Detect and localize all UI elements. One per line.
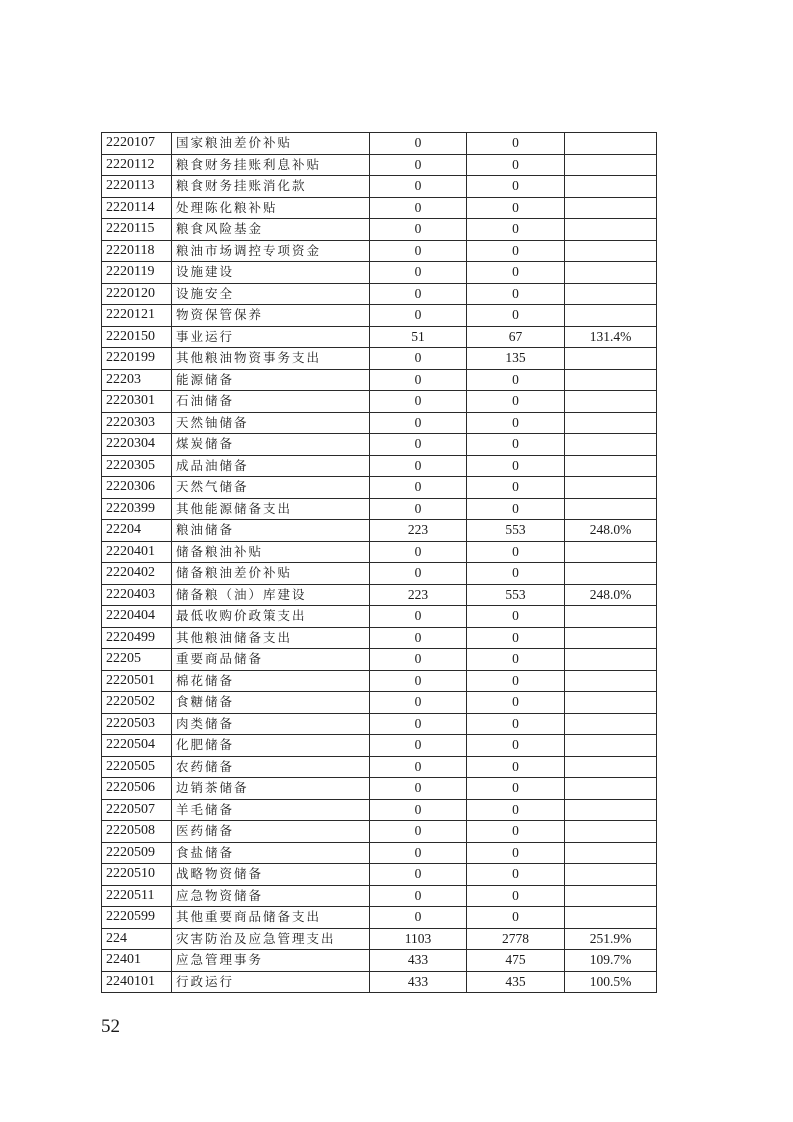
percentage-cell: 251.9% <box>565 928 657 950</box>
table-row <box>102 971 657 993</box>
budget-value-cell: 0 <box>370 498 467 520</box>
budget-value-cell: 0 <box>370 455 467 477</box>
account-name-cell: 粮食风险基金 <box>172 219 370 241</box>
table-row <box>102 477 657 499</box>
account-code-cell: 2220505 <box>102 756 172 778</box>
account-name-cell: 棉花储备 <box>172 670 370 692</box>
table-row <box>102 563 657 585</box>
table-row <box>102 928 657 950</box>
table-row <box>102 692 657 714</box>
account-name-cell: 肉类储备 <box>172 713 370 735</box>
actual-value-cell: 0 <box>467 197 565 219</box>
actual-value-cell: 475 <box>467 950 565 972</box>
account-code-cell: 2220120 <box>102 283 172 305</box>
table-row <box>102 606 657 628</box>
account-code-cell: 2220303 <box>102 412 172 434</box>
actual-value-cell: 0 <box>467 154 565 176</box>
actual-value-cell: 0 <box>467 606 565 628</box>
budget-value-cell: 0 <box>370 412 467 434</box>
table-row <box>102 326 657 348</box>
table-row <box>102 305 657 327</box>
actual-value-cell: 0 <box>467 563 565 585</box>
budget-value-cell: 0 <box>370 283 467 305</box>
account-name-cell: 化肥储备 <box>172 735 370 757</box>
table-row <box>102 950 657 972</box>
account-code-cell: 2220599 <box>102 907 172 929</box>
account-name-cell: 行政运行 <box>172 971 370 993</box>
budget-value-cell: 0 <box>370 477 467 499</box>
percentage-cell <box>565 283 657 305</box>
actual-value-cell: 0 <box>467 498 565 520</box>
actual-value-cell: 553 <box>467 584 565 606</box>
table-row <box>102 649 657 671</box>
percentage-cell <box>565 563 657 585</box>
account-code-cell: 2220112 <box>102 154 172 176</box>
table-row <box>102 584 657 606</box>
percentage-cell <box>565 756 657 778</box>
account-code-cell: 2220107 <box>102 133 172 155</box>
percentage-cell <box>565 670 657 692</box>
account-code-cell: 2220501 <box>102 670 172 692</box>
actual-value-cell: 0 <box>467 455 565 477</box>
table-row <box>102 197 657 219</box>
budget-value-cell: 0 <box>370 799 467 821</box>
page-number: 52 <box>101 1016 120 1037</box>
percentage-cell <box>565 219 657 241</box>
budget-value-cell: 0 <box>370 778 467 800</box>
percentage-cell <box>565 799 657 821</box>
account-name-cell: 重要商品储备 <box>172 649 370 671</box>
actual-value-cell: 0 <box>467 133 565 155</box>
budget-value-cell: 0 <box>370 563 467 585</box>
budget-value-cell: 0 <box>370 713 467 735</box>
account-code-cell: 2220404 <box>102 606 172 628</box>
percentage-cell <box>565 627 657 649</box>
budget-value-cell: 0 <box>370 842 467 864</box>
account-code-cell: 2220301 <box>102 391 172 413</box>
account-code-cell: 2220509 <box>102 842 172 864</box>
account-code-cell: 2220150 <box>102 326 172 348</box>
budget-value-cell: 0 <box>370 240 467 262</box>
budget-value-cell: 0 <box>370 864 467 886</box>
budget-table-body <box>102 133 657 993</box>
budget-value-cell: 0 <box>370 735 467 757</box>
account-name-cell: 其他能源储备支出 <box>172 498 370 520</box>
budget-value-cell: 0 <box>370 348 467 370</box>
table-row <box>102 455 657 477</box>
account-code-cell: 22205 <box>102 649 172 671</box>
account-name-cell: 粮油市场调控专项资金 <box>172 240 370 262</box>
actual-value-cell: 0 <box>467 799 565 821</box>
percentage-cell <box>565 778 657 800</box>
account-name-cell: 边销茶储备 <box>172 778 370 800</box>
actual-value-cell: 0 <box>467 907 565 929</box>
actual-value-cell: 67 <box>467 326 565 348</box>
account-code-cell: 2220115 <box>102 219 172 241</box>
percentage-cell <box>565 735 657 757</box>
percentage-cell <box>565 713 657 735</box>
actual-value-cell: 0 <box>467 541 565 563</box>
account-name-cell: 成品油储备 <box>172 455 370 477</box>
budget-value-cell: 0 <box>370 391 467 413</box>
actual-value-cell: 0 <box>467 885 565 907</box>
percentage-cell <box>565 477 657 499</box>
table-row <box>102 176 657 198</box>
account-name-cell: 天然铀储备 <box>172 412 370 434</box>
account-name-cell: 其他重要商品储备支出 <box>172 907 370 929</box>
account-code-cell: 2220507 <box>102 799 172 821</box>
percentage-cell <box>565 434 657 456</box>
account-code-cell: 22203 <box>102 369 172 391</box>
budget-value-cell: 0 <box>370 649 467 671</box>
table-row <box>102 434 657 456</box>
budget-value-cell: 0 <box>370 756 467 778</box>
table-row <box>102 627 657 649</box>
percentage-cell: 248.0% <box>565 584 657 606</box>
actual-value-cell: 0 <box>467 713 565 735</box>
account-name-cell: 粮食财务挂账消化款 <box>172 176 370 198</box>
account-name-cell: 粮油储备 <box>172 520 370 542</box>
account-code-cell: 22204 <box>102 520 172 542</box>
budget-value-cell: 0 <box>370 133 467 155</box>
account-name-cell: 储备粮油补贴 <box>172 541 370 563</box>
account-code-cell: 22401 <box>102 950 172 972</box>
actual-value-cell: 0 <box>467 627 565 649</box>
table-row <box>102 907 657 929</box>
budget-value-cell: 0 <box>370 176 467 198</box>
account-name-cell: 粮食财务挂账利息补贴 <box>172 154 370 176</box>
table-row <box>102 154 657 176</box>
budget-value-cell: 0 <box>370 219 467 241</box>
table-row <box>102 520 657 542</box>
account-code-cell: 2220499 <box>102 627 172 649</box>
actual-value-cell: 0 <box>467 692 565 714</box>
actual-value-cell: 2778 <box>467 928 565 950</box>
account-name-cell: 灾害防治及应急管理支出 <box>172 928 370 950</box>
table-row <box>102 885 657 907</box>
budget-value-cell: 0 <box>370 434 467 456</box>
budget-value-cell: 0 <box>370 262 467 284</box>
account-code-cell: 2220399 <box>102 498 172 520</box>
budget-value-cell: 0 <box>370 907 467 929</box>
table-row <box>102 735 657 757</box>
budget-value-cell: 51 <box>370 326 467 348</box>
account-code-cell: 2220511 <box>102 885 172 907</box>
budget-value-cell: 433 <box>370 950 467 972</box>
percentage-cell <box>565 606 657 628</box>
actual-value-cell: 0 <box>467 670 565 692</box>
budget-value-cell: 0 <box>370 369 467 391</box>
table-row <box>102 262 657 284</box>
actual-value-cell: 0 <box>467 735 565 757</box>
account-code-cell: 2220113 <box>102 176 172 198</box>
actual-value-cell: 0 <box>467 864 565 886</box>
account-name-cell: 国家粮油差价补贴 <box>172 133 370 155</box>
account-code-cell: 2220119 <box>102 262 172 284</box>
percentage-cell: 131.4% <box>565 326 657 348</box>
percentage-cell <box>565 240 657 262</box>
budget-value-cell: 0 <box>370 154 467 176</box>
percentage-cell: 100.5% <box>565 971 657 993</box>
account-name-cell: 煤炭储备 <box>172 434 370 456</box>
account-code-cell: 224 <box>102 928 172 950</box>
account-name-cell: 应急物资储备 <box>172 885 370 907</box>
table-row <box>102 498 657 520</box>
percentage-cell <box>565 348 657 370</box>
budget-value-cell: 0 <box>370 670 467 692</box>
account-name-cell: 储备粮（油）库建设 <box>172 584 370 606</box>
actual-value-cell: 0 <box>467 649 565 671</box>
percentage-cell: 248.0% <box>565 520 657 542</box>
table-row <box>102 240 657 262</box>
actual-value-cell: 0 <box>467 778 565 800</box>
percentage-cell <box>565 412 657 434</box>
account-name-cell: 处理陈化粮补贴 <box>172 197 370 219</box>
percentage-cell <box>565 455 657 477</box>
actual-value-cell: 0 <box>467 219 565 241</box>
percentage-cell <box>565 907 657 929</box>
budget-value-cell: 0 <box>370 197 467 219</box>
table-row <box>102 799 657 821</box>
table-row <box>102 842 657 864</box>
percentage-cell <box>565 864 657 886</box>
budget-value-cell: 0 <box>370 821 467 843</box>
table-row <box>102 541 657 563</box>
account-code-cell: 2220402 <box>102 563 172 585</box>
table-row <box>102 864 657 886</box>
percentage-cell <box>565 369 657 391</box>
budget-value-cell: 0 <box>370 541 467 563</box>
account-code-cell: 2220502 <box>102 692 172 714</box>
budget-value-cell: 0 <box>370 606 467 628</box>
table-row <box>102 348 657 370</box>
account-name-cell: 储备粮油差价补贴 <box>172 563 370 585</box>
budget-table <box>101 132 657 993</box>
account-code-cell: 2220118 <box>102 240 172 262</box>
table-row <box>102 821 657 843</box>
actual-value-cell: 0 <box>467 305 565 327</box>
account-code-cell: 2220504 <box>102 735 172 757</box>
percentage-cell <box>565 885 657 907</box>
account-code-cell: 2220306 <box>102 477 172 499</box>
account-name-cell: 应急管理事务 <box>172 950 370 972</box>
table-row <box>102 369 657 391</box>
account-code-cell: 2220508 <box>102 821 172 843</box>
actual-value-cell: 0 <box>467 821 565 843</box>
percentage-cell <box>565 391 657 413</box>
budget-value-cell: 0 <box>370 692 467 714</box>
account-name-cell: 其他粮油储备支出 <box>172 627 370 649</box>
percentage-cell <box>565 176 657 198</box>
account-name-cell: 其他粮油物资事务支出 <box>172 348 370 370</box>
table-row <box>102 283 657 305</box>
account-name-cell: 医药储备 <box>172 821 370 843</box>
budget-value-cell: 0 <box>370 305 467 327</box>
percentage-cell: 109.7% <box>565 950 657 972</box>
account-name-cell: 战略物资储备 <box>172 864 370 886</box>
actual-value-cell: 553 <box>467 520 565 542</box>
table-row <box>102 219 657 241</box>
account-code-cell: 2220403 <box>102 584 172 606</box>
percentage-cell <box>565 498 657 520</box>
budget-value-cell: 0 <box>370 885 467 907</box>
actual-value-cell: 0 <box>467 412 565 434</box>
percentage-cell <box>565 541 657 563</box>
table-row <box>102 778 657 800</box>
actual-value-cell: 0 <box>467 262 565 284</box>
table-row <box>102 412 657 434</box>
account-name-cell: 羊毛储备 <box>172 799 370 821</box>
account-name-cell: 食盐储备 <box>172 842 370 864</box>
table-row <box>102 756 657 778</box>
actual-value-cell: 0 <box>467 434 565 456</box>
percentage-cell <box>565 305 657 327</box>
account-name-cell: 能源储备 <box>172 369 370 391</box>
actual-value-cell: 0 <box>467 391 565 413</box>
percentage-cell <box>565 154 657 176</box>
actual-value-cell: 0 <box>467 369 565 391</box>
actual-value-cell: 0 <box>467 477 565 499</box>
budget-value-cell: 223 <box>370 520 467 542</box>
budget-value-cell: 0 <box>370 627 467 649</box>
account-name-cell: 农药储备 <box>172 756 370 778</box>
actual-value-cell: 0 <box>467 176 565 198</box>
actual-value-cell: 0 <box>467 283 565 305</box>
percentage-cell <box>565 197 657 219</box>
account-name-cell: 最低收购价政策支出 <box>172 606 370 628</box>
budget-value-cell: 433 <box>370 971 467 993</box>
percentage-cell <box>565 842 657 864</box>
account-name-cell: 天然气储备 <box>172 477 370 499</box>
percentage-cell <box>565 262 657 284</box>
account-code-cell: 2220305 <box>102 455 172 477</box>
actual-value-cell: 0 <box>467 756 565 778</box>
table-row <box>102 713 657 735</box>
account-code-cell: 2220401 <box>102 541 172 563</box>
actual-value-cell: 0 <box>467 240 565 262</box>
account-name-cell: 设施安全 <box>172 283 370 305</box>
actual-value-cell: 435 <box>467 971 565 993</box>
actual-value-cell: 0 <box>467 842 565 864</box>
budget-value-cell: 223 <box>370 584 467 606</box>
account-code-cell: 2220199 <box>102 348 172 370</box>
account-name-cell: 食糖储备 <box>172 692 370 714</box>
account-name-cell: 物资保管保养 <box>172 305 370 327</box>
account-name-cell: 石油储备 <box>172 391 370 413</box>
actual-value-cell: 135 <box>467 348 565 370</box>
account-code-cell: 2220304 <box>102 434 172 456</box>
account-code-cell: 2220503 <box>102 713 172 735</box>
account-name-cell: 事业运行 <box>172 326 370 348</box>
account-code-cell: 2220510 <box>102 864 172 886</box>
account-code-cell: 2240101 <box>102 971 172 993</box>
account-code-cell: 2220114 <box>102 197 172 219</box>
percentage-cell <box>565 133 657 155</box>
account-code-cell: 2220121 <box>102 305 172 327</box>
table-row <box>102 391 657 413</box>
percentage-cell <box>565 649 657 671</box>
percentage-cell <box>565 692 657 714</box>
percentage-cell <box>565 821 657 843</box>
table-row <box>102 670 657 692</box>
table-row <box>102 133 657 155</box>
account-name-cell: 设施建设 <box>172 262 370 284</box>
budget-value-cell: 1103 <box>370 928 467 950</box>
account-code-cell: 2220506 <box>102 778 172 800</box>
